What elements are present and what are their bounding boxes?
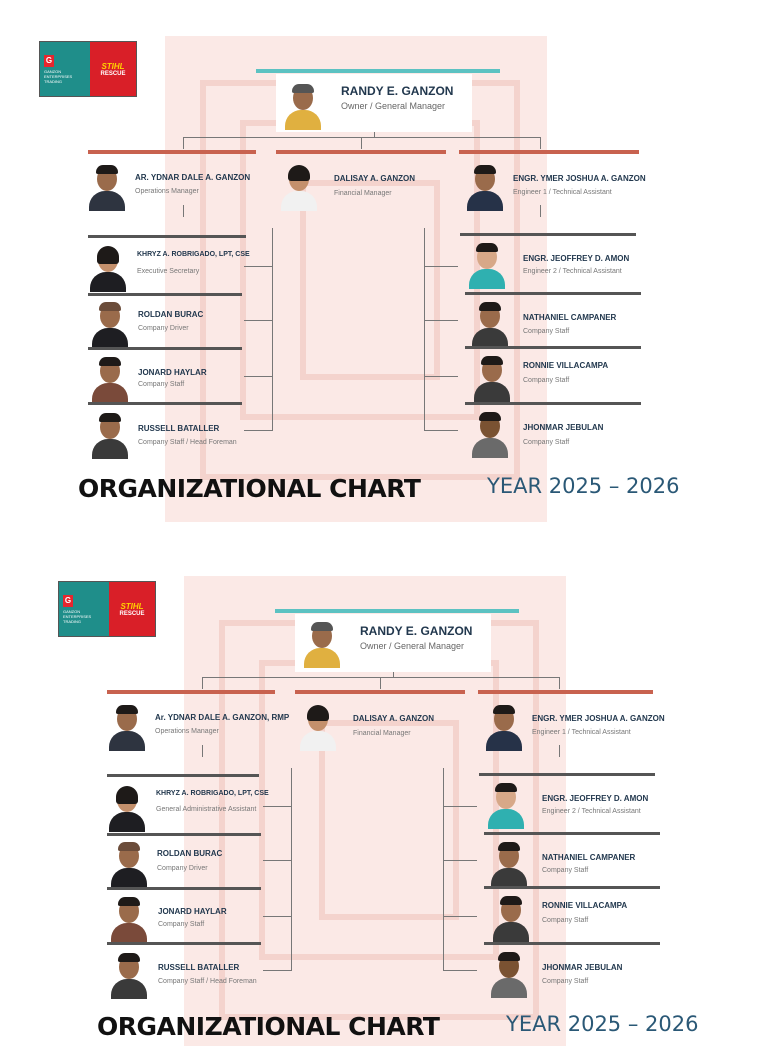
chart-title: ORGANIZATIONAL CHART (97, 1012, 440, 1041)
connector (244, 376, 273, 377)
staff-name: ENGR. JEOFFREY D. AMON (542, 794, 649, 803)
connector (263, 860, 292, 861)
gm-name: RANDY E. GANZON (341, 84, 454, 98)
staff-role: Company Staff (523, 439, 570, 446)
connector (263, 916, 292, 917)
head-accent-bar (478, 690, 653, 694)
staff-name: ROLDAN BURAC (157, 849, 223, 858)
staff-photo (90, 355, 130, 399)
staff-role: Engineer 2 / Technical Assistant (542, 808, 641, 815)
connector (424, 376, 458, 377)
head-role: Engineer 1 / Technical Assistant (532, 729, 631, 736)
staff-role: Company Staff (523, 328, 570, 335)
connector (202, 677, 203, 689)
staff-name: RUSSELL BATALLER (158, 963, 240, 972)
connector (244, 430, 273, 431)
gm-name: RANDY E. GANZON (360, 624, 473, 638)
company-logo: G GANZON ENTERPRISES TRADING STIHL RESCUE (39, 41, 137, 97)
connector (424, 430, 458, 431)
head-role: Financial Manager (334, 190, 392, 197)
staff-photo (489, 840, 529, 884)
staff-photo (470, 300, 510, 344)
staff-photo (109, 951, 149, 995)
connector (183, 205, 184, 217)
staff-bar (88, 293, 242, 296)
gm-role: Owner / General Manager (360, 641, 465, 651)
connector (424, 266, 458, 267)
head-name: Ar. YDNAR DALE A. GANZON, RMP (155, 713, 290, 722)
head-accent-bar (276, 150, 446, 154)
staff-bar (460, 233, 636, 236)
staff-role: Company Staff (158, 921, 205, 928)
connector (291, 768, 292, 970)
connector (272, 228, 273, 430)
connector (443, 768, 444, 970)
staff-name: ENGR. JEOFFREY D. AMON (523, 254, 630, 263)
chart-year: YEAR 2025 – 2026 (506, 1012, 699, 1036)
connector (380, 677, 381, 689)
connector (443, 806, 477, 807)
staff-name: KHRYZ A. ROBRIGADO, LPT, CSE (137, 251, 250, 258)
connector (424, 228, 425, 430)
staff-photo (107, 784, 147, 828)
staff-photo (472, 354, 512, 398)
staff-role: Engineer 2 / Technical Assistant (523, 268, 622, 275)
staff-role: Company Staff / Head Foreman (138, 439, 237, 446)
org-chart-2 (0, 540, 768, 1041)
staff-role: Company Staff (523, 377, 570, 384)
staff-photo (88, 244, 128, 288)
head-name: DALISAY A. GANZON (334, 174, 416, 183)
staff-name: JHONMAR JEBULAN (523, 423, 604, 432)
staff-name: NATHANIEL CAMPANER (542, 853, 636, 862)
connector (540, 205, 541, 217)
staff-bar (88, 235, 246, 238)
staff-bar (484, 832, 660, 835)
head-name: DALISAY A. GANZON (353, 714, 435, 723)
staff-bar (484, 886, 660, 889)
staff-name: JONARD HAYLAR (138, 368, 207, 377)
staff-name: NATHANIEL CAMPANER (523, 313, 617, 322)
staff-bar (465, 346, 641, 349)
staff-role: Company Staff (542, 917, 589, 924)
head-photo (87, 163, 127, 207)
staff-role: Company Staff (138, 381, 185, 388)
connector (559, 677, 560, 689)
connector (244, 320, 273, 321)
connector (202, 745, 203, 757)
head-accent-bar (107, 690, 275, 694)
connector (263, 806, 292, 807)
staff-bar (88, 402, 242, 405)
staff-photo (489, 950, 529, 994)
chart-year: YEAR 2025 – 2026 (487, 474, 680, 498)
staff-role: Company Staff (542, 978, 589, 985)
staff-name: RUSSELL BATALLER (138, 424, 220, 433)
staff-bar (107, 833, 261, 836)
head-accent-bar (295, 690, 465, 694)
staff-photo (491, 894, 531, 938)
staff-role: Company Staff / Head Foreman (158, 978, 257, 985)
staff-photo (90, 300, 130, 344)
connector (443, 916, 477, 917)
head-photo (279, 163, 319, 207)
gm-photo (283, 82, 323, 126)
connector (263, 970, 292, 971)
staff-photo (486, 781, 526, 825)
connector (443, 860, 477, 861)
head-photo (465, 163, 505, 207)
connector (424, 320, 458, 321)
staff-name: KHRYZ A. ROBRIGADO, LPT, CSE (156, 790, 269, 797)
head-role: Operations Manager (135, 188, 199, 195)
head-photo (298, 703, 338, 747)
connector (244, 266, 273, 267)
staff-name: RONNIE VILLACAMPA (523, 361, 609, 370)
staff-bar (465, 402, 641, 405)
head-name: AR. YDNAR DALE A. GANZON (135, 173, 251, 182)
connector (559, 745, 560, 757)
gm-accent-bar (275, 609, 519, 613)
connector (443, 970, 477, 971)
staff-role: Company Driver (138, 325, 189, 332)
gm-accent-bar (256, 69, 500, 73)
background-pattern (319, 720, 459, 920)
staff-name: ROLDAN BURAC (138, 310, 204, 319)
staff-role: Company Driver (157, 865, 208, 872)
connector (183, 137, 184, 149)
staff-bar (107, 887, 261, 890)
head-accent-bar (88, 150, 256, 154)
connector (361, 137, 362, 149)
staff-role: Company Staff (542, 867, 589, 874)
staff-role: Executive Secretary (137, 268, 200, 275)
head-role: Engineer 1 / Technical Assistant (513, 189, 612, 196)
company-logo: G GANZON ENTERPRISES TRADING STIHL RESCUE (58, 581, 156, 637)
gm-photo (302, 620, 342, 664)
staff-bar (107, 774, 259, 777)
staff-bar (484, 942, 660, 945)
head-photo (484, 703, 524, 747)
staff-bar (107, 942, 261, 945)
head-accent-bar (459, 150, 639, 154)
staff-photo (109, 840, 149, 884)
staff-name: JONARD HAYLAR (158, 907, 227, 916)
connector (183, 137, 541, 138)
staff-name: RONNIE VILLACAMPA (542, 901, 628, 910)
staff-bar (479, 773, 655, 776)
head-photo (107, 703, 147, 747)
staff-photo (467, 241, 507, 285)
staff-bar (465, 292, 641, 295)
background-pattern (300, 180, 440, 380)
connector (202, 677, 560, 678)
staff-bar (88, 347, 242, 350)
head-role: Operations Manager (155, 728, 219, 735)
gm-role: Owner / General Manager (341, 101, 446, 111)
staff-role: General Administrative Assistant (156, 806, 257, 813)
connector (540, 137, 541, 149)
chart-title: ORGANIZATIONAL CHART (78, 474, 421, 503)
staff-photo (470, 410, 510, 454)
head-name: ENGR. YMER JOSHUA A. GANZON (532, 714, 665, 723)
staff-photo (90, 411, 130, 455)
staff-name: JHONMAR JEBULAN (542, 963, 623, 972)
staff-photo (109, 895, 149, 939)
head-name: ENGR. YMER JOSHUA A. GANZON (513, 174, 646, 183)
head-role: Financial Manager (353, 730, 411, 737)
